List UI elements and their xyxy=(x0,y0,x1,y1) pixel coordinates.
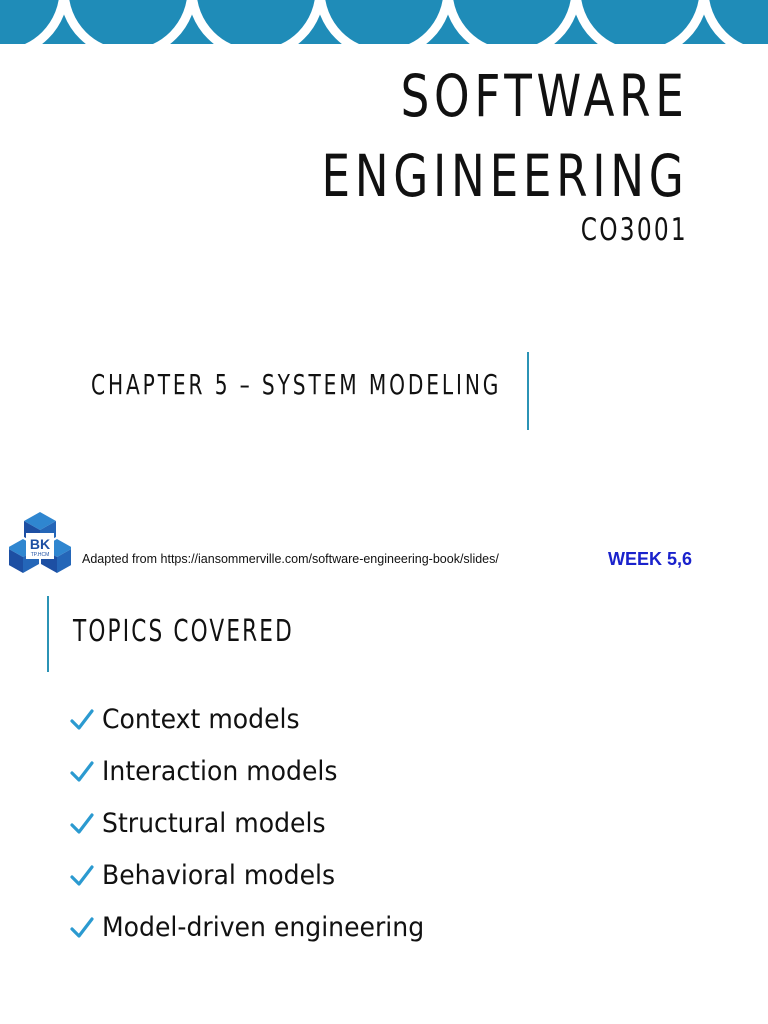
checkmark-icon xyxy=(70,709,94,731)
svg-text:BK: BK xyxy=(29,536,51,552)
topic-label: Interaction models xyxy=(102,756,338,787)
checkmark-icon xyxy=(70,761,94,783)
bk-university-logo-icon xyxy=(9,510,71,574)
topics-divider xyxy=(47,596,49,672)
page-title xyxy=(321,56,688,216)
checkmark-icon xyxy=(70,865,94,887)
week-label: WEEK 5,6 xyxy=(608,549,693,569)
title-line-2: ENGINEERING xyxy=(321,142,688,210)
topic-label: Model-driven engineering xyxy=(102,912,425,943)
topic-label: Context models xyxy=(102,704,300,735)
topics-title: TOPICS COVERED xyxy=(73,614,294,649)
svg-text:TP.HCM: TP.HCM xyxy=(30,552,50,558)
chapter-title: CHAPTER 5 – SYSTEM MODELING xyxy=(91,368,502,401)
checkmark-icon xyxy=(70,917,94,939)
chapter-divider xyxy=(527,352,529,430)
decorative-banner xyxy=(0,0,768,44)
source-attribution: Adapted from https://iansommerville.com/software-engineering-book/slides/ xyxy=(82,552,499,566)
topic-label: Structural models xyxy=(102,808,326,839)
course-code: CO3001 xyxy=(580,212,688,248)
topic-label: Behavioral models xyxy=(102,860,336,891)
title-line-1: SOFTWARE xyxy=(400,62,688,130)
checkmark-icon xyxy=(70,813,94,835)
topics-slide xyxy=(0,586,768,1024)
